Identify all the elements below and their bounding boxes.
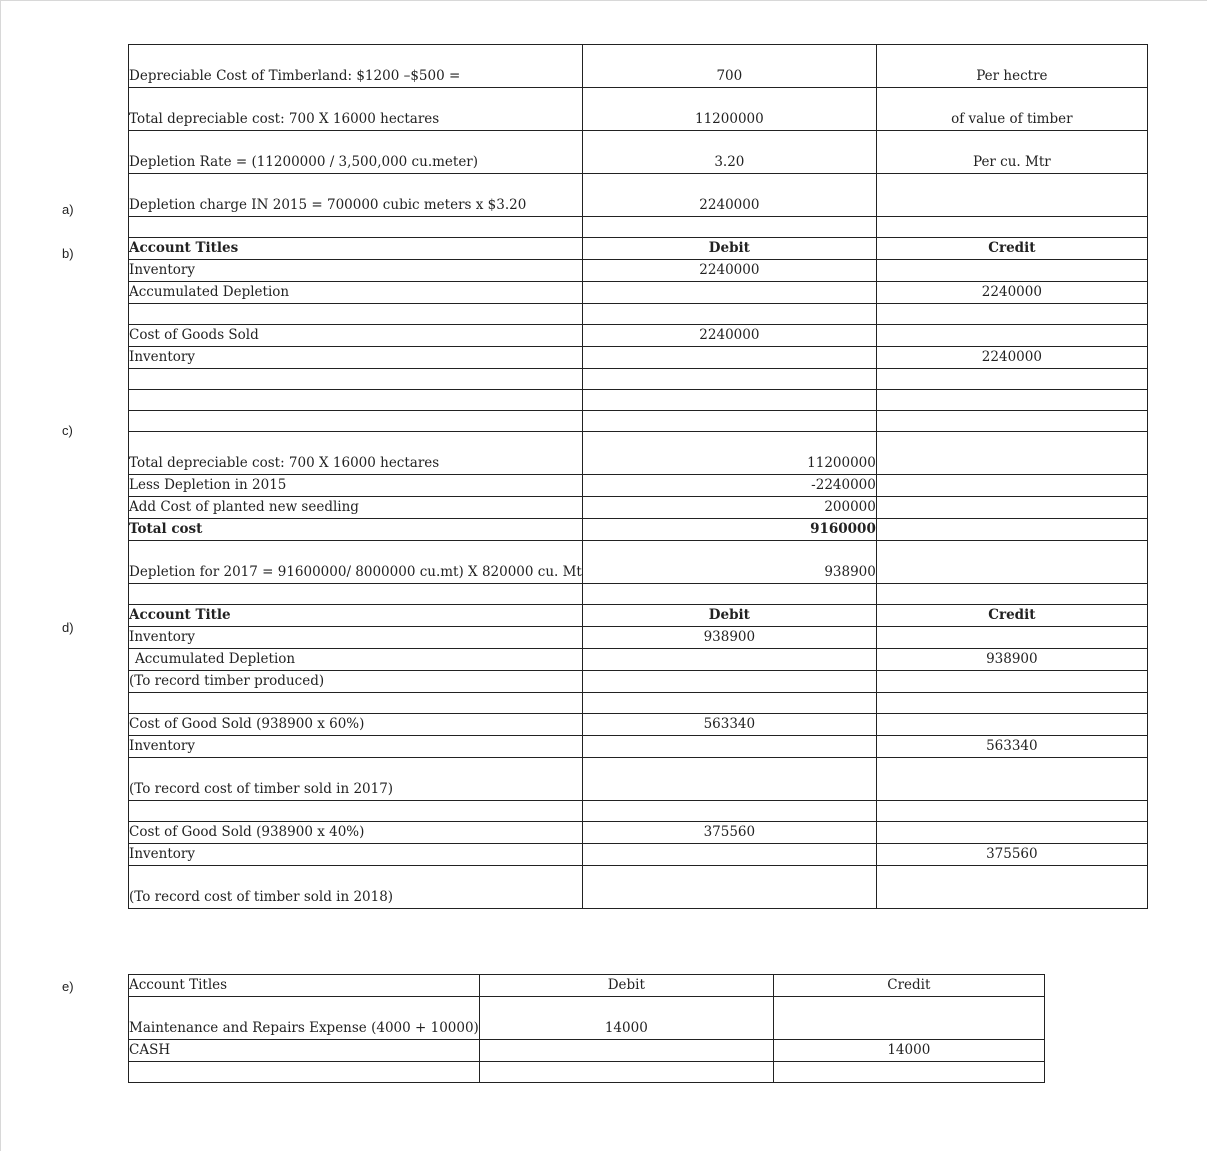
account-cell[interactable]: CASH bbox=[129, 1040, 480, 1062]
account-cell[interactable]: Inventory bbox=[129, 844, 583, 866]
total-label-cell[interactable]: Total cost bbox=[129, 519, 583, 541]
debit-header[interactable]: Debit bbox=[582, 605, 876, 627]
table-row bbox=[129, 844, 1148, 866]
debit-cell[interactable] bbox=[582, 866, 876, 909]
credit-cell[interactable] bbox=[876, 822, 1147, 844]
empty-cell[interactable] bbox=[129, 304, 583, 325]
credit-cell[interactable]: 2240000 bbox=[876, 347, 1147, 369]
table-row bbox=[129, 475, 1148, 497]
table-row bbox=[129, 325, 1148, 347]
value-cell[interactable]: 200000 bbox=[582, 497, 876, 519]
empty-cell[interactable] bbox=[876, 369, 1147, 390]
account-cell[interactable]: Maintenance and Repairs Expense (4000 + 10000) bbox=[129, 997, 480, 1040]
worksheet-section-e bbox=[128, 974, 1045, 1083]
empty-cell[interactable] bbox=[876, 541, 1147, 584]
debit-cell[interactable] bbox=[479, 1040, 773, 1062]
debit-cell[interactable] bbox=[582, 844, 876, 866]
table-row bbox=[129, 671, 1148, 693]
note-cell[interactable]: Per cu. Mtr bbox=[876, 131, 1147, 174]
empty-cell[interactable] bbox=[129, 693, 583, 714]
debit-cell[interactable]: 375560 bbox=[582, 822, 876, 844]
table-row bbox=[129, 1040, 1045, 1062]
table-row bbox=[129, 714, 1148, 736]
table-row bbox=[129, 131, 1148, 174]
debit-cell[interactable] bbox=[582, 736, 876, 758]
account-cell[interactable]: Inventory bbox=[129, 347, 583, 369]
desc-cell[interactable]: Depreciable Cost of Timberland: $1200 –$500 = bbox=[129, 45, 583, 88]
table-header-row bbox=[129, 238, 1148, 260]
empty-cell[interactable] bbox=[582, 304, 876, 325]
debit-cell[interactable] bbox=[582, 671, 876, 693]
credit-cell[interactable] bbox=[876, 758, 1147, 801]
credit-cell[interactable] bbox=[876, 260, 1147, 282]
desc-cell[interactable]: Depletion for 2017 = 91600000/ 8000000 cu.mt) X 820000 cu. Mt bbox=[129, 541, 583, 584]
debit-cell[interactable]: 2240000 bbox=[582, 260, 876, 282]
empty-cell[interactable] bbox=[129, 584, 583, 605]
credit-cell[interactable] bbox=[876, 714, 1147, 736]
frame-top-border bbox=[0, 0, 1207, 1]
table-row bbox=[129, 627, 1148, 649]
empty-cell[interactable] bbox=[876, 519, 1147, 541]
account-cell[interactable]: Accumulated Depletion bbox=[129, 282, 583, 304]
empty-cell[interactable] bbox=[582, 390, 876, 411]
label-c: c) bbox=[62, 423, 73, 438]
table-row bbox=[129, 866, 1148, 909]
table-row-empty bbox=[129, 390, 1148, 411]
table-row bbox=[129, 88, 1148, 131]
empty-cell[interactable] bbox=[479, 1062, 773, 1083]
table-row-total bbox=[129, 519, 1148, 541]
table-row bbox=[129, 282, 1148, 304]
empty-cell[interactable] bbox=[582, 217, 876, 238]
empty-cell[interactable] bbox=[876, 497, 1147, 519]
empty-cell[interactable] bbox=[582, 584, 876, 605]
memo-cell[interactable]: (To record cost of timber sold in 2017) bbox=[129, 758, 583, 801]
value-cell[interactable]: 3.20 bbox=[582, 131, 876, 174]
value-cell[interactable]: 938900 bbox=[582, 541, 876, 584]
table-row bbox=[129, 347, 1148, 369]
credit-cell[interactable] bbox=[876, 325, 1147, 347]
credit-header[interactable]: Credit bbox=[876, 238, 1147, 260]
note-cell[interactable] bbox=[876, 174, 1147, 217]
empty-cell[interactable] bbox=[876, 693, 1147, 714]
table-row-empty bbox=[129, 693, 1148, 714]
memo-cell[interactable]: (To record cost of timber sold in 2018) bbox=[129, 866, 583, 909]
label-a: a) bbox=[62, 202, 74, 217]
table-row-empty bbox=[129, 1062, 1045, 1083]
credit-cell[interactable]: 14000 bbox=[773, 1040, 1044, 1062]
desc-cell[interactable]: Total depreciable cost: 700 X 16000 hectares bbox=[129, 88, 583, 131]
account-cell[interactable]: Cost of Good Sold (938900 x 60%) bbox=[129, 714, 583, 736]
credit-cell[interactable] bbox=[876, 866, 1147, 909]
credit-cell[interactable]: 375560 bbox=[876, 844, 1147, 866]
table-row bbox=[129, 260, 1148, 282]
account-cell[interactable]: Inventory bbox=[129, 627, 583, 649]
account-cell[interactable]: Inventory bbox=[129, 260, 583, 282]
worksheet-main bbox=[128, 44, 1148, 909]
empty-cell[interactable] bbox=[876, 432, 1147, 475]
table-row bbox=[129, 649, 1148, 671]
account-cell[interactable]: Inventory bbox=[129, 736, 583, 758]
empty-cell[interactable] bbox=[876, 801, 1147, 822]
value-cell[interactable]: 700 bbox=[582, 45, 876, 88]
credit-cell[interactable] bbox=[773, 997, 1044, 1040]
debit-cell[interactable] bbox=[582, 758, 876, 801]
empty-cell[interactable] bbox=[876, 475, 1147, 497]
note-cell[interactable]: Per hectre bbox=[876, 45, 1147, 88]
table-row bbox=[129, 174, 1148, 217]
debit-cell[interactable]: 2240000 bbox=[582, 325, 876, 347]
account-title-header[interactable]: Account Title bbox=[129, 605, 583, 627]
value-cell[interactable]: 2240000 bbox=[582, 174, 876, 217]
label-b: b) bbox=[62, 246, 74, 261]
table-row bbox=[129, 822, 1148, 844]
credit-cell[interactable]: 2240000 bbox=[876, 282, 1147, 304]
debit-cell[interactable] bbox=[582, 347, 876, 369]
debit-cell[interactable]: 14000 bbox=[479, 997, 773, 1040]
label-d: d) bbox=[62, 620, 74, 635]
empty-cell[interactable] bbox=[876, 304, 1147, 325]
credit-cell[interactable]: 938900 bbox=[876, 649, 1147, 671]
table-row-empty bbox=[129, 584, 1148, 605]
memo-cell[interactable]: (To record timber produced) bbox=[129, 671, 583, 693]
empty-cell[interactable] bbox=[129, 801, 583, 822]
table-row-empty bbox=[129, 801, 1148, 822]
value-cell[interactable]: 11200000 bbox=[582, 88, 876, 131]
empty-cell[interactable] bbox=[129, 411, 583, 432]
table-row bbox=[129, 758, 1148, 801]
empty-cell[interactable] bbox=[773, 1062, 1044, 1083]
credit-cell[interactable]: 563340 bbox=[876, 736, 1147, 758]
note-cell[interactable]: of value of timber bbox=[876, 88, 1147, 131]
credit-cell[interactable] bbox=[876, 671, 1147, 693]
empty-cell[interactable] bbox=[582, 801, 876, 822]
table-row bbox=[129, 541, 1148, 584]
debit-cell[interactable] bbox=[582, 282, 876, 304]
table-row-empty bbox=[129, 217, 1148, 238]
credit-header[interactable]: Credit bbox=[773, 975, 1044, 997]
account-titles-header[interactable]: Account Titles bbox=[129, 975, 480, 997]
table-header-row bbox=[129, 605, 1148, 627]
debit-cell[interactable]: 563340 bbox=[582, 714, 876, 736]
table-row bbox=[129, 997, 1045, 1040]
table-row bbox=[129, 497, 1148, 519]
debit-header[interactable]: Debit bbox=[479, 975, 773, 997]
empty-cell[interactable] bbox=[129, 369, 583, 390]
empty-cell[interactable] bbox=[582, 369, 876, 390]
frame-left-border bbox=[0, 0, 1, 1151]
credit-header[interactable]: Credit bbox=[876, 605, 1147, 627]
value-cell[interactable]: -2240000 bbox=[582, 475, 876, 497]
desc-cell[interactable]: Less Depletion in 2015 bbox=[129, 475, 583, 497]
empty-cell[interactable] bbox=[876, 411, 1147, 432]
account-cell[interactable]: Cost of Good Sold (938900 x 40%) bbox=[129, 822, 583, 844]
empty-cell[interactable] bbox=[129, 390, 583, 411]
debit-cell[interactable]: 938900 bbox=[582, 627, 876, 649]
empty-cell[interactable] bbox=[582, 411, 876, 432]
credit-cell[interactable] bbox=[876, 627, 1147, 649]
empty-cell[interactable] bbox=[876, 217, 1147, 238]
empty-cell[interactable] bbox=[876, 390, 1147, 411]
account-titles-header[interactable]: Account Titles bbox=[129, 238, 583, 260]
empty-cell[interactable] bbox=[129, 217, 583, 238]
empty-cell[interactable] bbox=[876, 584, 1147, 605]
total-value-cell[interactable]: 9160000 bbox=[582, 519, 876, 541]
table-row bbox=[129, 432, 1148, 475]
label-e: e) bbox=[62, 979, 74, 994]
table-row bbox=[129, 736, 1148, 758]
account-cell[interactable]: Cost of Goods Sold bbox=[129, 325, 583, 347]
desc-cell[interactable]: Depletion charge IN 2015 = 700000 cubic meters x $3.20 bbox=[129, 174, 583, 217]
desc-cell[interactable]: Depletion Rate = (11200000 / 3,500,000 cu.meter) bbox=[129, 131, 583, 174]
debit-header[interactable]: Debit bbox=[582, 238, 876, 260]
debit-cell[interactable] bbox=[582, 649, 876, 671]
table-row-empty bbox=[129, 369, 1148, 390]
account-cell[interactable]: Accumulated Depletion bbox=[129, 649, 583, 671]
table-row-empty bbox=[129, 304, 1148, 325]
table-row-empty bbox=[129, 411, 1148, 432]
empty-cell[interactable] bbox=[582, 693, 876, 714]
value-cell[interactable]: 11200000 bbox=[582, 432, 876, 475]
desc-cell[interactable]: Total depreciable cost: 700 X 16000 hectares bbox=[129, 432, 583, 475]
empty-cell[interactable] bbox=[129, 1062, 480, 1083]
desc-cell[interactable]: Add Cost of planted new seedling bbox=[129, 497, 583, 519]
table-row bbox=[129, 45, 1148, 88]
table-header-row bbox=[129, 975, 1045, 997]
